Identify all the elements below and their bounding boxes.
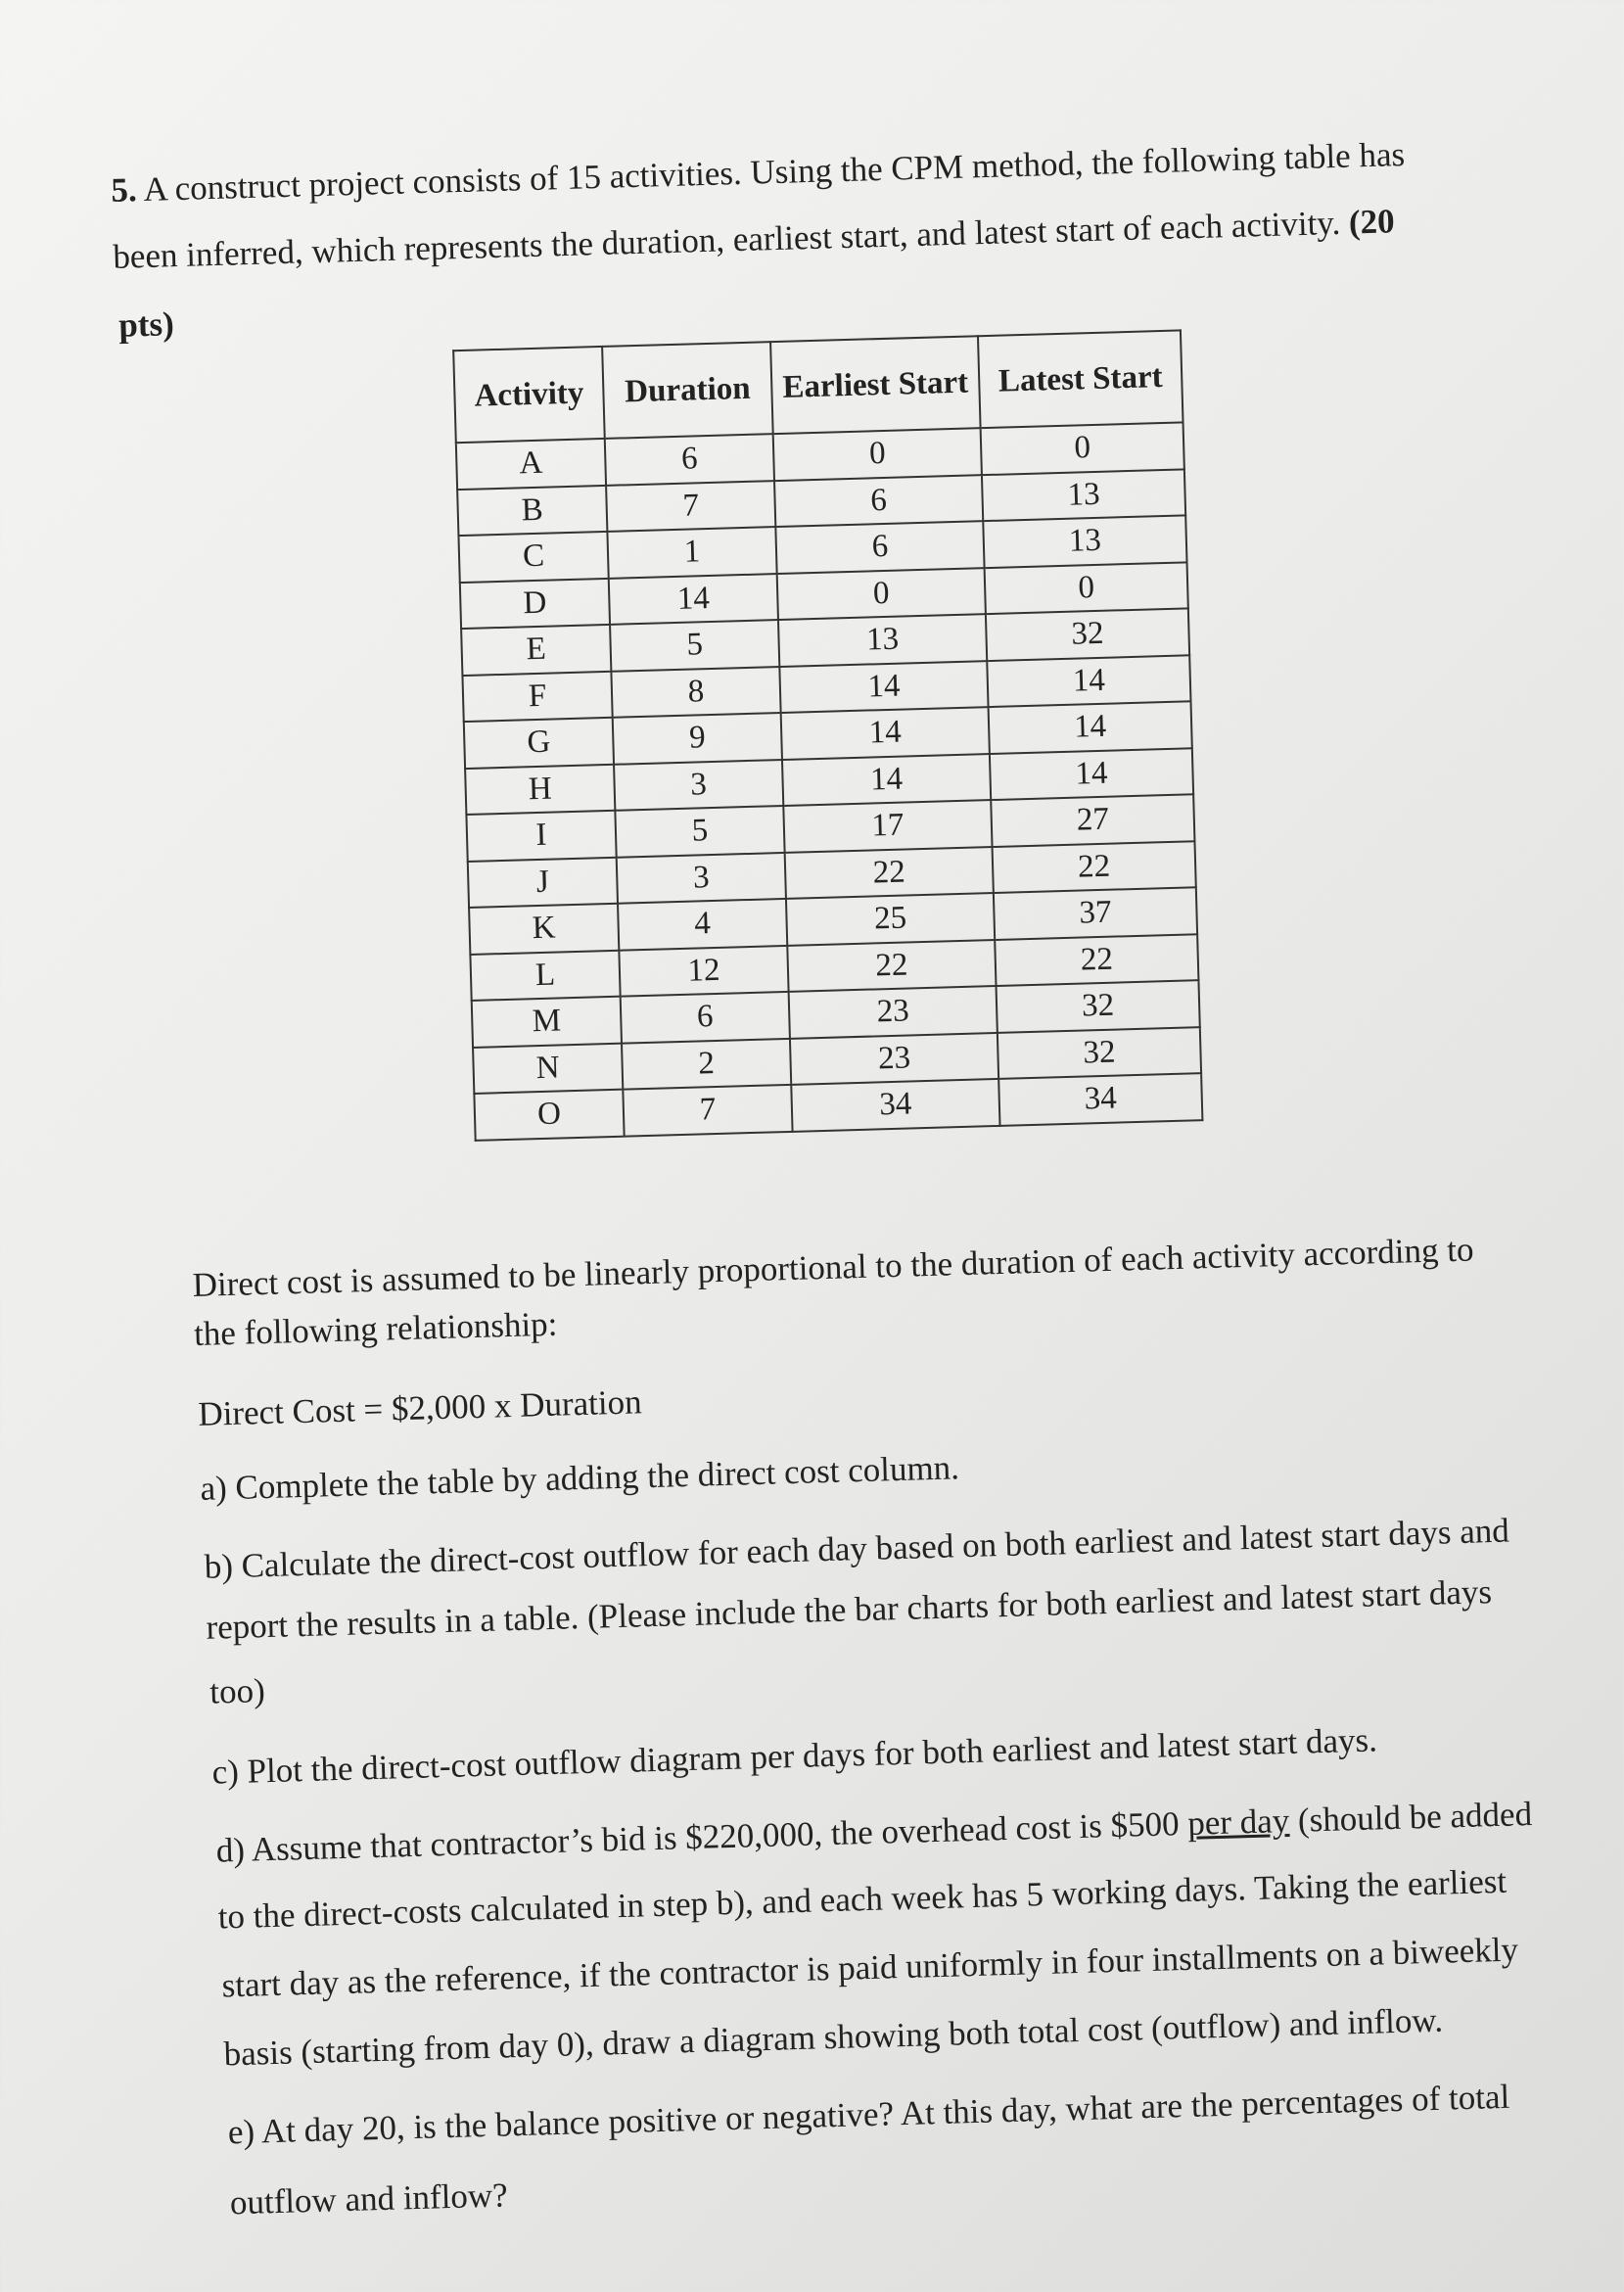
cell-activity: L (470, 950, 620, 1001)
part-d-line-1-post: (should be added (1297, 1795, 1533, 1840)
cell-duration: 7 (606, 481, 775, 532)
header-activity: Activity (453, 347, 605, 443)
part-c: c) Plot the direct-cost outflow diagram per days for both earliest and latest start days. (211, 1720, 1378, 1792)
cell-latest-start: 14 (989, 701, 1192, 753)
cell-activity: A (456, 439, 606, 490)
cell-latest-start: 13 (982, 469, 1185, 521)
cell-earliest-start: 25 (786, 893, 995, 945)
cell-activity: B (457, 485, 607, 536)
cell-duration: 6 (621, 992, 790, 1043)
cell-duration: 7 (623, 1085, 792, 1136)
question-line-2 (113, 204, 1395, 274)
cell-activity: J (468, 857, 618, 908)
cell-activity: H (465, 764, 615, 815)
header-latest-start: Latest Start (978, 330, 1183, 428)
cell-activity: E (461, 625, 611, 676)
cell-duration: 1 (607, 527, 776, 578)
direct-cost-text-1: Direct cost is assumed to be linearly proportional to the duration of each activity according to (192, 1230, 1474, 1305)
cell-earliest-start: 17 (783, 800, 992, 852)
cell-earliest-start: 0 (773, 428, 982, 480)
cell-latest-start: 22 (993, 841, 1196, 893)
cell-activity: O (474, 1090, 624, 1141)
cell-duration: 14 (609, 574, 778, 625)
cell-latest-start: 32 (997, 980, 1200, 1032)
cell-latest-start: 27 (991, 794, 1194, 846)
cell-latest-start: 14 (990, 748, 1193, 800)
cell-latest-start: 13 (983, 515, 1186, 567)
cell-duration: 3 (617, 852, 786, 903)
part-d-line-4: basis (starting from day 0), draw a diagram showing both total cost (outflow) and inflow. (223, 2000, 1444, 2074)
cell-duration: 2 (622, 1038, 791, 1089)
cell-earliest-start: 22 (787, 940, 996, 992)
cell-latest-start: 0 (985, 562, 1188, 614)
cell-latest-start: 0 (981, 422, 1184, 474)
part-b-line-1: b) Calculate the direct-cost outflow for each day based on both earliest and latest start days and (204, 1511, 1510, 1586)
part-b-line-2: report the results in a table. (Please include the bar charts for both earliest and latest start days (205, 1572, 1493, 1647)
part-e-line-1: e) At day 20, is the balance positive or negative? At this day, what are the percentages of total (227, 2077, 1510, 2152)
question-number: 5. (110, 170, 138, 210)
header-duration: Duration (602, 342, 773, 439)
cell-earliest-start: 14 (779, 661, 988, 713)
part-b-line-3: too) (209, 1671, 266, 1711)
cell-activity: M (472, 997, 622, 1048)
cell-earliest-start: 14 (782, 754, 991, 806)
question-text-line-1: A construct project consists of 15 activities. Using the CPM method, the following table has (142, 135, 1406, 209)
cell-duration: 3 (614, 759, 783, 810)
part-d-per-day: per day (1186, 1801, 1290, 1843)
cell-duration: 9 (613, 713, 782, 764)
cell-activity: K (469, 904, 619, 955)
question-text-line-2: been inferred, which represents the duration, earliest start, and latest start of each activity. (112, 203, 1341, 276)
cell-latest-start: 22 (995, 934, 1198, 986)
cell-activity: N (473, 1043, 623, 1094)
cell-duration: 4 (618, 899, 787, 950)
cell-earliest-start: 0 (777, 568, 986, 620)
part-d-line-2: to the direct-costs calculated in step b), and each week has 5 working days. Taking the earliest (217, 1861, 1508, 1937)
cell-earliest-start: 13 (778, 614, 987, 666)
cell-latest-start: 34 (998, 1073, 1202, 1125)
cell-activity: G (464, 718, 614, 769)
cell-duration: 5 (615, 806, 784, 857)
header-earliest-start: Earliest Start (770, 336, 981, 434)
cell-earliest-start: 14 (781, 707, 990, 759)
cell-duration: 6 (605, 434, 774, 485)
points-open: (20 (1348, 202, 1396, 242)
cell-latest-start: 37 (994, 887, 1197, 939)
cell-duration: 5 (610, 620, 779, 671)
part-d-line-1 (215, 1797, 1532, 1868)
cell-latest-start: 32 (998, 1027, 1201, 1079)
cell-duration: 12 (619, 945, 788, 996)
part-d-line-1-pre: d) Assume that contractor’s bid is $220,000, the overhead cost is $500 (215, 1804, 1181, 1870)
cell-earliest-start: 6 (775, 521, 984, 573)
cell-earliest-start: 6 (774, 475, 983, 527)
cell-duration: 8 (611, 667, 780, 718)
part-e-line-2: outflow and inflow? (229, 2175, 509, 2222)
cell-activity: C (458, 532, 608, 583)
cell-activity: F (462, 671, 612, 722)
cell-activity: I (466, 811, 616, 862)
cell-earliest-start: 34 (791, 1079, 999, 1131)
cell-earliest-start: 23 (789, 986, 998, 1038)
cell-activity: D (460, 578, 610, 629)
cell-earliest-start: 22 (785, 847, 994, 899)
part-a: a) Complete the table by adding the direct cost column. (199, 1448, 960, 1508)
direct-cost-text-2: the following relationship: (193, 1304, 558, 1353)
formula: Direct Cost = $2,000 x Duration (197, 1382, 643, 1433)
question-line-1 (111, 137, 1406, 208)
part-d-line-3: start day as the reference, if the contractor is paid uniformly in four installments on a biweekly (221, 1930, 1519, 2005)
cell-earliest-start: 23 (790, 1032, 998, 1084)
cpm-table (452, 329, 1203, 1141)
cell-latest-start: 32 (986, 608, 1189, 660)
points-close: pts) (117, 304, 175, 345)
cell-latest-start: 14 (987, 655, 1190, 707)
